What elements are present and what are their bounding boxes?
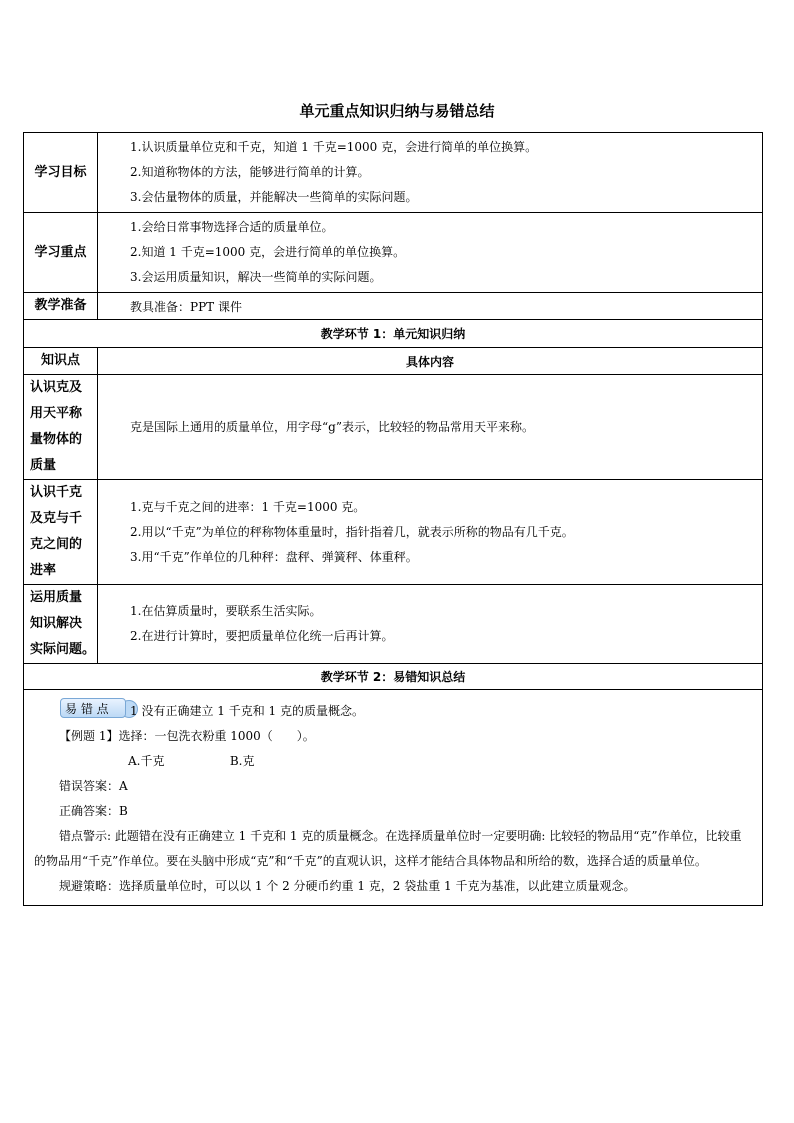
error-row [24, 690, 763, 906]
example-options [34, 749, 752, 774]
goals-label: 学习目标 [24, 133, 98, 213]
error-warning: 错点警示: 此题错在没有正确建立 1 千克和 1 克的质量概念。在选择质量单位时一定要明确: 比较轻的物品用“克”作单位，比较重的物品用“千克”作单位。要在头脑中形成“克”和“千克”的直观认识，这样才能结合具体物品和所给的数，选择合适的质量单位。 [34, 829, 742, 868]
section2-heading: 教学环节 2：易错知识总结 [24, 664, 763, 690]
content-line: 1.克与千克之间的进率：1 千克=1000 克。 [130, 499, 366, 514]
knowledge-label [24, 480, 98, 585]
keys-content [98, 213, 763, 293]
content-line: 2.用以“千克”为单位的秤称物体重量时，指针指着几，就表示所称的物品有几千克。 [130, 524, 574, 539]
keys-row [24, 213, 763, 293]
label-line: 知识解决 [30, 616, 83, 631]
wrong-answer: 错误答案：A [59, 779, 128, 793]
label-line: 进率 [30, 563, 57, 578]
avoid-strategy: 规避策略：选择质量单位时，可以以 1 个 2 分硬币约重 1 克，2 袋盐重 1 千克为基准，以此建立质量观念。 [59, 879, 636, 893]
label-line: 质量 [30, 458, 57, 473]
label-line: 认识克及 [30, 380, 83, 395]
knowledge-row [24, 480, 763, 585]
label-line: 量物体的 [30, 432, 83, 447]
column-header-knowledge: 知识点 [24, 348, 98, 375]
label-line: 及克与千 [30, 511, 83, 526]
goals-row [24, 133, 763, 213]
goals-content [98, 133, 763, 213]
section2-heading-row [24, 664, 763, 690]
key-item: 2.知道 1 千克=1000 克，会进行简单的单位换算。 [130, 245, 406, 259]
label-line: 实际问题。 [30, 642, 96, 657]
knowledge-label [24, 585, 98, 664]
section1-heading: 教学环节 1：单元知识归纳 [24, 320, 763, 348]
knowledge-content [98, 480, 763, 585]
error-point-row [34, 698, 752, 724]
label-line: 运用质量 [30, 590, 83, 605]
content-line: 1.在估算质量时，要联系生活实际。 [130, 604, 322, 618]
option-b: B.克 [229, 754, 255, 768]
prep-label: 教学准备 [24, 293, 98, 320]
knowledge-row [24, 585, 763, 664]
lesson-table [23, 132, 763, 906]
content-line: 2.在进行计算时，要把质量单位化统一后再计算。 [130, 629, 394, 643]
label-line: 认识千克 [30, 485, 83, 500]
goal-item: 1.认识质量单位克和千克，知道 1 千克=1000 克，会进行简单的单位换算。 [130, 140, 538, 154]
knowledge-content [98, 375, 763, 480]
section1-heading-row [24, 320, 763, 348]
example-question: 【例题 1】选择：一包洗衣粉重 1000（ ）。 [59, 729, 315, 743]
error-point-badge: 易 错 点 [60, 698, 126, 718]
right-answer: 正确答案：B [59, 804, 128, 818]
knowledge-content [98, 585, 763, 664]
column-header-content: 具体内容 [98, 348, 763, 375]
option-a: A.千克 [128, 754, 165, 768]
error-content [24, 690, 763, 906]
knowledge-label [24, 375, 98, 480]
column-header-row [24, 348, 763, 375]
content-line: 克是国际上通用的质量单位，用字母“g”表示，比较轻的物品常用天平来称。 [130, 419, 534, 434]
error-point-text: 1 没有正确建立 1 千克和 1 克的质量概念。 [130, 704, 364, 718]
key-item: 3.会运用质量知识，解决一些简单的实际问题。 [130, 270, 382, 284]
goal-item: 3.会估量物体的质量，并能解决一些简单的实际问题。 [130, 190, 418, 204]
key-item: 1.会给日常事物选择合适的质量单位。 [130, 220, 334, 234]
label-line: 克之间的 [30, 537, 83, 552]
knowledge-row [24, 375, 763, 480]
page-title: 单元重点知识归纳与易错总结 [299, 102, 495, 120]
goal-item: 2.知道称物体的方法，能够进行简单的计算。 [130, 165, 370, 179]
label-line: 用天平称 [30, 406, 83, 421]
prep-row [24, 293, 763, 320]
keys-label: 学习重点 [24, 213, 98, 293]
content-line: 3.用“千克”作单位的几种秤：盘秤、弹簧秤、体重秤。 [130, 549, 418, 564]
prep-value: 教具准备：PPT 课件 [98, 293, 763, 320]
